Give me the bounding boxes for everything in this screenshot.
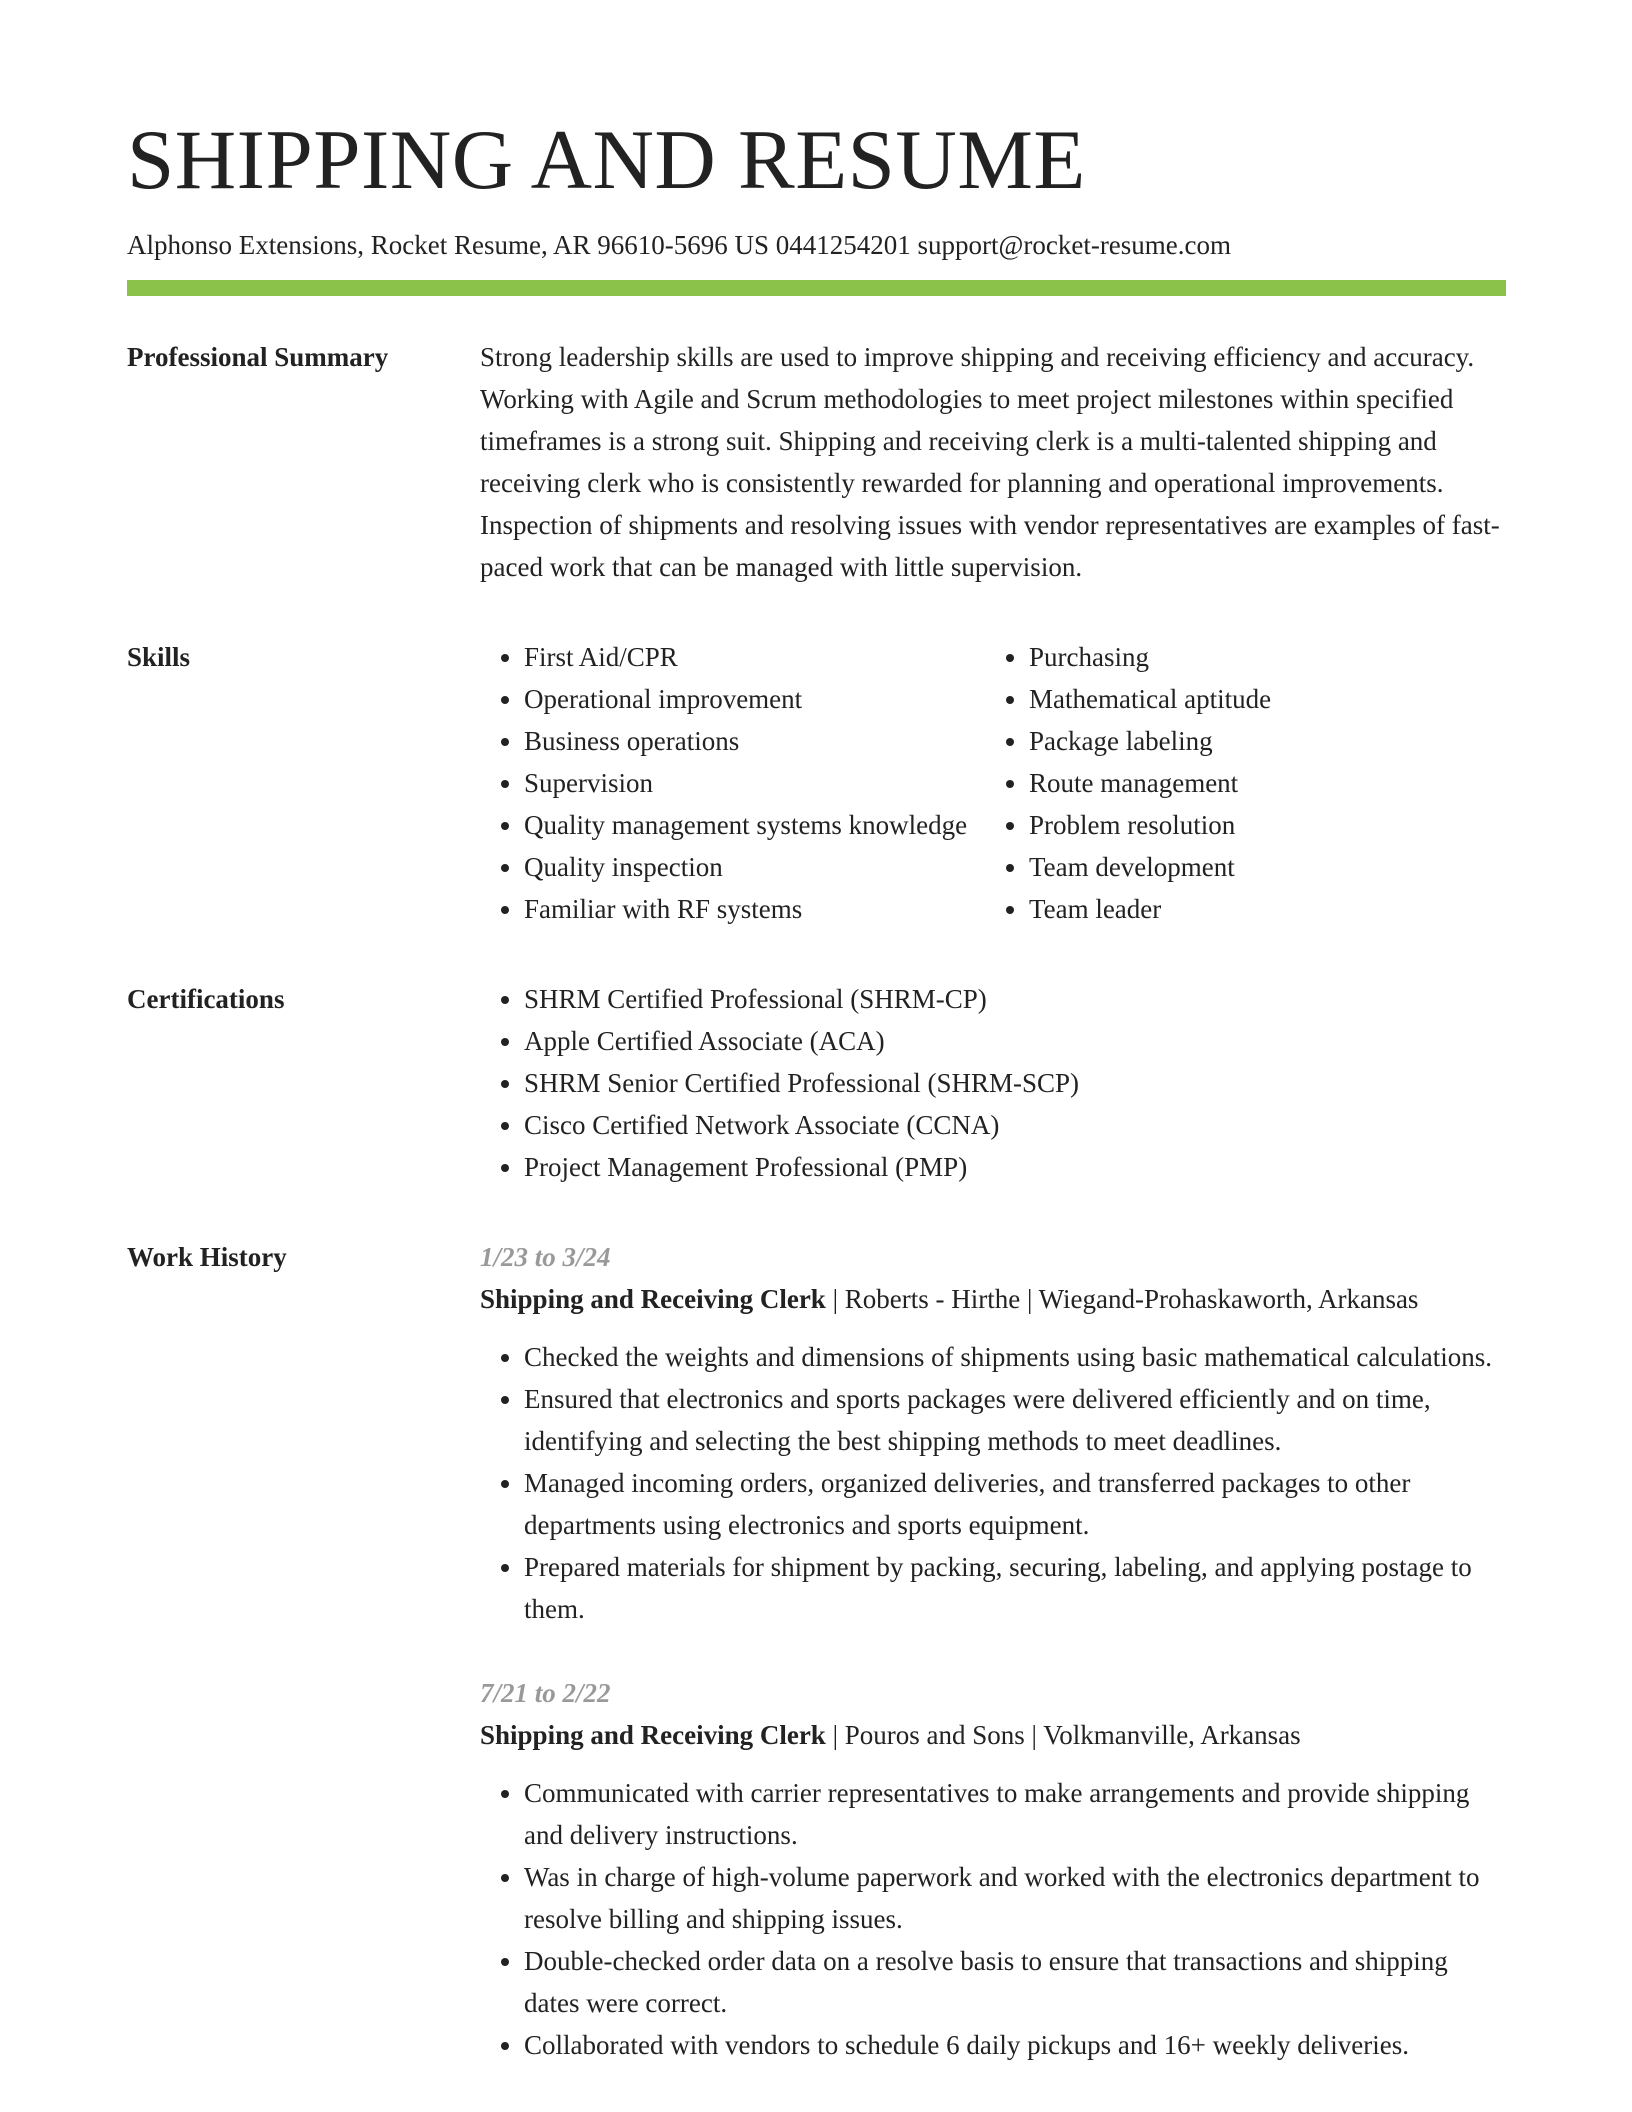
certification-item: • Cisco Certified Network Associate (CCNA)	[524, 1104, 1506, 1146]
job-bullets	[480, 1772, 1506, 2066]
job-bullet: • Communicated with carrier representatives to make arrangements and provide shipping and delivery instructions.	[524, 1772, 1506, 1856]
skill-item: • Quality management systems knowledge	[524, 804, 985, 846]
skill-item: • Route management	[1029, 762, 1506, 804]
certifications-heading: Certifications	[127, 984, 285, 1015]
certifications-list	[480, 978, 1506, 1188]
certification-item: • Project Management Professional (PMP)	[524, 1146, 1506, 1188]
contact-email: support@rocket-resume.com	[917, 230, 1232, 260]
job-entry	[480, 1672, 1506, 2066]
skill-item: • Mathematical aptitude	[1029, 678, 1506, 720]
skill-item: • Team leader	[1029, 888, 1506, 930]
skill-item: • Team development	[1029, 846, 1506, 888]
certification-item: • SHRM Certified Professional (SHRM-CP)	[524, 978, 1506, 1020]
job-bullet: • Checked the weights and dimensions of shipments using basic mathematical calculations.	[524, 1336, 1506, 1378]
skill-item: • Quality inspection	[524, 846, 985, 888]
certification-item: • Apple Certified Associate (ACA)	[524, 1020, 1506, 1062]
skill-item: • Supervision	[524, 762, 985, 804]
job-location: | Volkmanville, Arkansas	[1025, 1720, 1301, 1750]
skills-heading: Skills	[127, 642, 191, 673]
certification-item: • SHRM Senior Certified Professional (SHRM-SCP)	[524, 1062, 1506, 1104]
summary-text: Strong leadership skills are used to improve shipping and receiving efficiency and accuracy. Working with Agile and Scrum methodologies to meet project milestones within specified timeframes is a strong suit. Shipping and receiving clerk is a multi-talented shipping and receiving clerk who is consistently rewarded for planning and operational improvements. Inspection of shipments and resolving issues with vendor representatives are examples of fast-paced work that can be managed with little supervision.	[480, 342, 1500, 583]
job-location: | Wiegand-Prohaskaworth, Arkansas	[1020, 1284, 1418, 1314]
job-dates: 1/23 to 3/24	[480, 1242, 611, 1273]
job-entry	[480, 1236, 1506, 1630]
certifications-body	[480, 978, 1506, 1188]
job-bullets	[480, 1336, 1506, 1630]
skill-item: • First Aid/CPR	[524, 636, 985, 678]
job-bullet: • Ensured that electronics and sports packages were delivered efficiently and on time, identifying and selecting the best shipping methods to meet deadlines.	[524, 1378, 1506, 1462]
job-title: Shipping and Receiving Clerk	[480, 1720, 826, 1751]
skill-item: • Package labeling	[1029, 720, 1506, 762]
summary-section	[127, 336, 1506, 588]
work-history-section	[127, 1236, 1506, 2066]
contact-line	[127, 229, 1506, 261]
skill-item: • Business operations	[524, 720, 985, 762]
skills-body	[480, 636, 1506, 930]
skills-column-2	[985, 636, 1506, 930]
skills-column-1	[480, 636, 985, 930]
summary-heading: Professional Summary	[127, 342, 389, 373]
resume-name: SHIPPING AND RESUME	[127, 113, 1086, 207]
header-divider	[127, 280, 1506, 296]
skill-item: • Familiar with RF systems	[524, 888, 985, 930]
work-history-body	[480, 1236, 1506, 2066]
job-bullet: • Managed incoming orders, organized deliveries, and transferred packages to other departments using electronics and sports equipment.	[524, 1462, 1506, 1546]
contact-address: Alphonso Extensions, Rocket Resume, AR 96610-5696 US	[127, 230, 769, 260]
work-history-heading: Work History	[127, 1242, 287, 1273]
job-company: | Pouros and Sons	[826, 1720, 1025, 1750]
job-bullet: • Was in charge of high-volume paperwork and worked with the electronics department to resolve billing and shipping issues.	[524, 1856, 1506, 1940]
job-bullet: • Double-checked order data on a resolve basis to ensure that transactions and shipping dates were correct.	[524, 1940, 1506, 2024]
skill-item: • Operational improvement	[524, 678, 985, 720]
job-company: | Roberts - Hirthe	[826, 1284, 1020, 1314]
skill-item: • Problem resolution	[1029, 804, 1506, 846]
resume-page	[127, 113, 1506, 2066]
skill-item: • Purchasing	[1029, 636, 1506, 678]
job-title-line	[480, 1278, 1506, 1320]
certifications-section	[127, 978, 1506, 1188]
job-dates: 7/21 to 2/22	[480, 1678, 611, 1709]
contact-phone: 0441254201	[775, 230, 911, 260]
job-bullet: • Prepared materials for shipment by packing, securing, labeling, and applying postage to them.	[524, 1546, 1506, 1630]
job-title: Shipping and Receiving Clerk	[480, 1284, 826, 1315]
skills-section	[127, 636, 1506, 930]
job-title-line	[480, 1714, 1506, 1756]
job-bullet: • Collaborated with vendors to schedule 6 daily pickups and 16+ weekly deliveries.	[524, 2024, 1506, 2066]
